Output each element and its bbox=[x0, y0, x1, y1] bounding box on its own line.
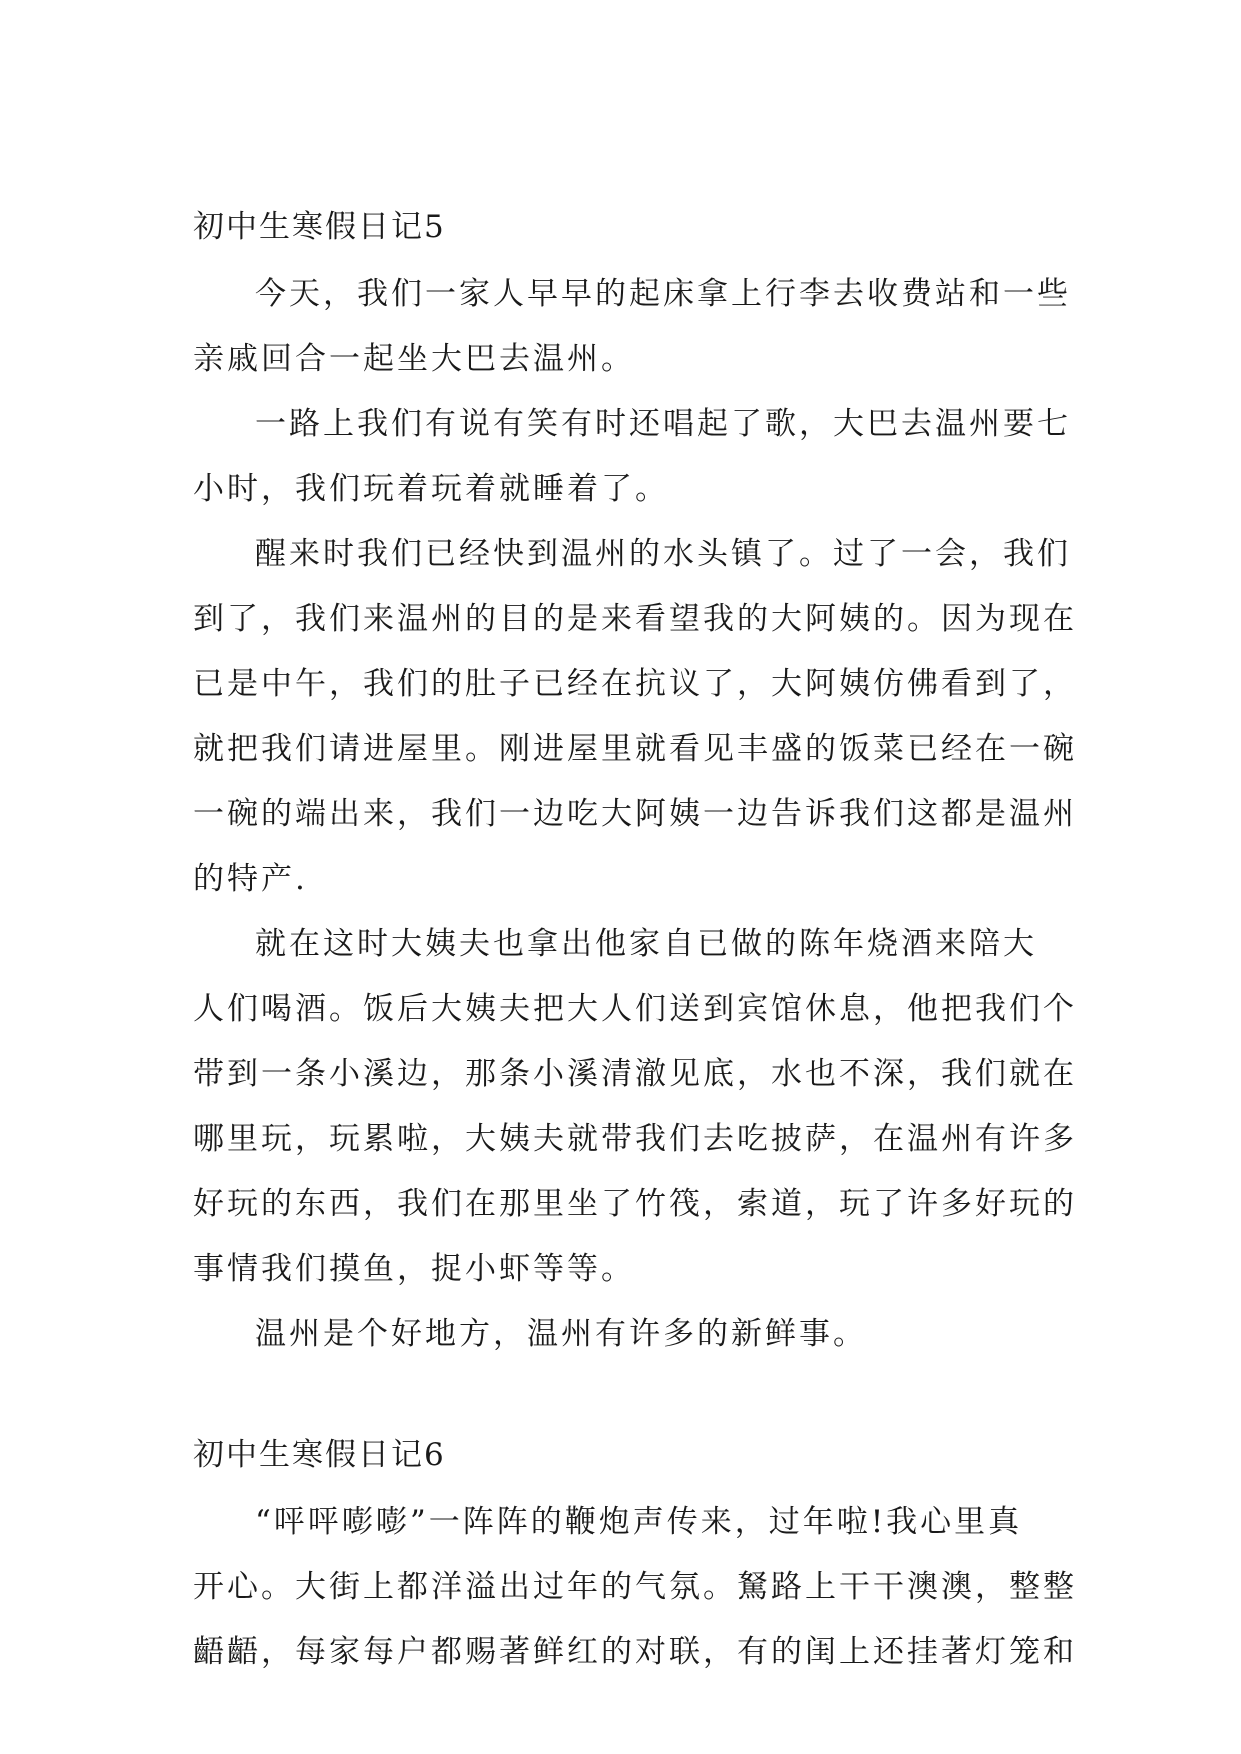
text-line: 事情我们摸鱼，捉小虾等等。 bbox=[193, 1251, 635, 1287]
text-line: 亲戚回合一起坐大巴去温州。 bbox=[193, 341, 635, 377]
text-line: 温州是个好地方，温州有许多的新鲜事。 bbox=[255, 1316, 867, 1352]
section-title: 初中生寒假日记5 bbox=[193, 209, 446, 245]
text-line: “呯呯嘭嘭”一阵阵的鞭炮声传来，过年啦!我心里真 bbox=[255, 1504, 1023, 1540]
section-gap bbox=[193, 1367, 1055, 1420]
paragraph bbox=[193, 392, 1071, 522]
text-line: 的特产. bbox=[193, 861, 308, 897]
paragraph bbox=[193, 1302, 1055, 1367]
text-line: 好玩的东西，我们在那里坐了竹筏，索道，玩了许多好玩的 bbox=[193, 1186, 1077, 1222]
text-line: 就把我们请进屋里。刚进屋里就看见丰盛的饭菜已经在一碗 bbox=[193, 731, 1077, 767]
text-line: 带到一条小溪边，那条小溪清澈见底，水也不深，我们就在 bbox=[193, 1056, 1077, 1092]
text-line: 今天，我们一家人早早的起床拿上行李去收费站和一些 bbox=[255, 276, 1071, 312]
text-line: 哪里玩，玩累啦，大姨夫就带我们去吃披萨，在温州有许多 bbox=[193, 1121, 1077, 1157]
paragraph bbox=[193, 262, 1071, 392]
text-line: 已是中午，我们的肚子已经在抗议了，大阿姨仿佛看到了， bbox=[193, 666, 1077, 702]
text-line: 人们喝酒。饭后大姨夫把大人们送到宾馆休息，他把我们个 bbox=[193, 991, 1077, 1027]
paragraph bbox=[193, 522, 1077, 912]
paragraph bbox=[193, 1490, 1077, 1685]
text-line: 齬齬，每家每户都赐著鲜红的对联，有的闺上还挂著灯笼和 bbox=[193, 1634, 1077, 1670]
paragraph bbox=[193, 912, 1077, 1302]
document-page bbox=[193, 192, 1077, 1685]
text-line: 一路上我们有说有笑有时还唱起了歌，大巴去温州要七 bbox=[255, 406, 1071, 442]
text-line: 开心。大街上都洋溢出过年的气氛。駑路上干干澳澳，整整 bbox=[193, 1569, 1077, 1605]
text-line: 一碗的端出来，我们一边吃大阿姨一边告诉我们这都是温州 bbox=[193, 796, 1077, 832]
text-line: 到了，我们来温州的目的是来看望我的大阿姨的。因为现在 bbox=[193, 601, 1077, 637]
section-title: 初中生寒假日记6 bbox=[193, 1437, 446, 1473]
text-line: 醒来时我们已经快到温州的水头镇了。过了一会，我们 bbox=[255, 536, 1071, 572]
text-line: 就在这时大姨夫也拿出他家自已做的陈年烧酒来陪大 bbox=[255, 926, 1037, 962]
text-line: 小时，我们玩着玩着就睡着了。 bbox=[193, 471, 669, 507]
